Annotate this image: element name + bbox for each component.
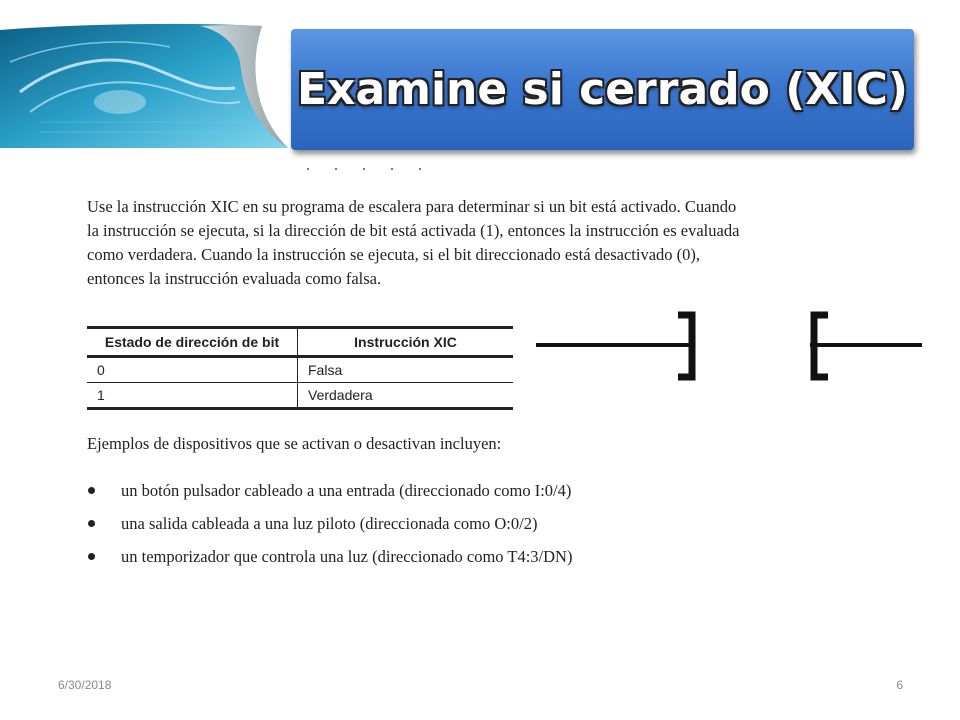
list-item-text: una salida cableada a una luz piloto (direccionada como O:0/2) <box>121 513 538 533</box>
device-list <box>87 474 572 573</box>
list-item <box>87 540 572 573</box>
column-header: Instrucción XIC <box>298 328 514 357</box>
table-header-row <box>87 328 513 357</box>
list-item <box>87 507 572 540</box>
bullet-icon <box>88 487 95 494</box>
table-cell: Verdadera <box>298 383 514 409</box>
title-banner <box>291 29 914 150</box>
list-item-text: un temporizador que controla una luz (direccionado como T4:3/DN) <box>121 546 573 566</box>
slide-title: Examine si cerrado (XIC) <box>297 64 908 115</box>
bit-state-table <box>87 326 513 410</box>
description-paragraph: Use la instrucción XIC en su programa de escalera para determinar si un bit está activado. Cuando la instrucción se ejecuta, si la dirección de bit está activada (1), entonces la instrucción es evaluada como verdadera. Cuando la instrucción se ejecuta, si el bit direccionado está desactivado (0), entonces la instrucción evaluada como falsa. <box>87 197 740 288</box>
list-item <box>87 474 572 507</box>
bullet-icon <box>88 520 95 527</box>
footer-date: 6/30/2018 <box>58 678 112 692</box>
digital-hand-logo-icon <box>0 22 288 150</box>
table-cell: 0 <box>87 357 298 383</box>
footer-page-number: 6 <box>896 678 903 692</box>
table-row <box>87 383 513 409</box>
table-row <box>87 357 513 383</box>
table-cell: 1 <box>87 383 298 409</box>
list-item-text: un botón pulsador cableado a una entrada (direccionado como I:0/4) <box>121 480 572 500</box>
bullet-icon <box>88 553 95 560</box>
column-header: Estado de dirección de bit <box>87 328 298 357</box>
table-cell: Falsa <box>298 357 514 383</box>
xic-contact-symbol-icon <box>530 305 930 395</box>
examples-intro: Ejemplos de dispositivos que se activan o desactivan incluyen: <box>87 434 502 453</box>
decorative-dots <box>305 166 435 172</box>
